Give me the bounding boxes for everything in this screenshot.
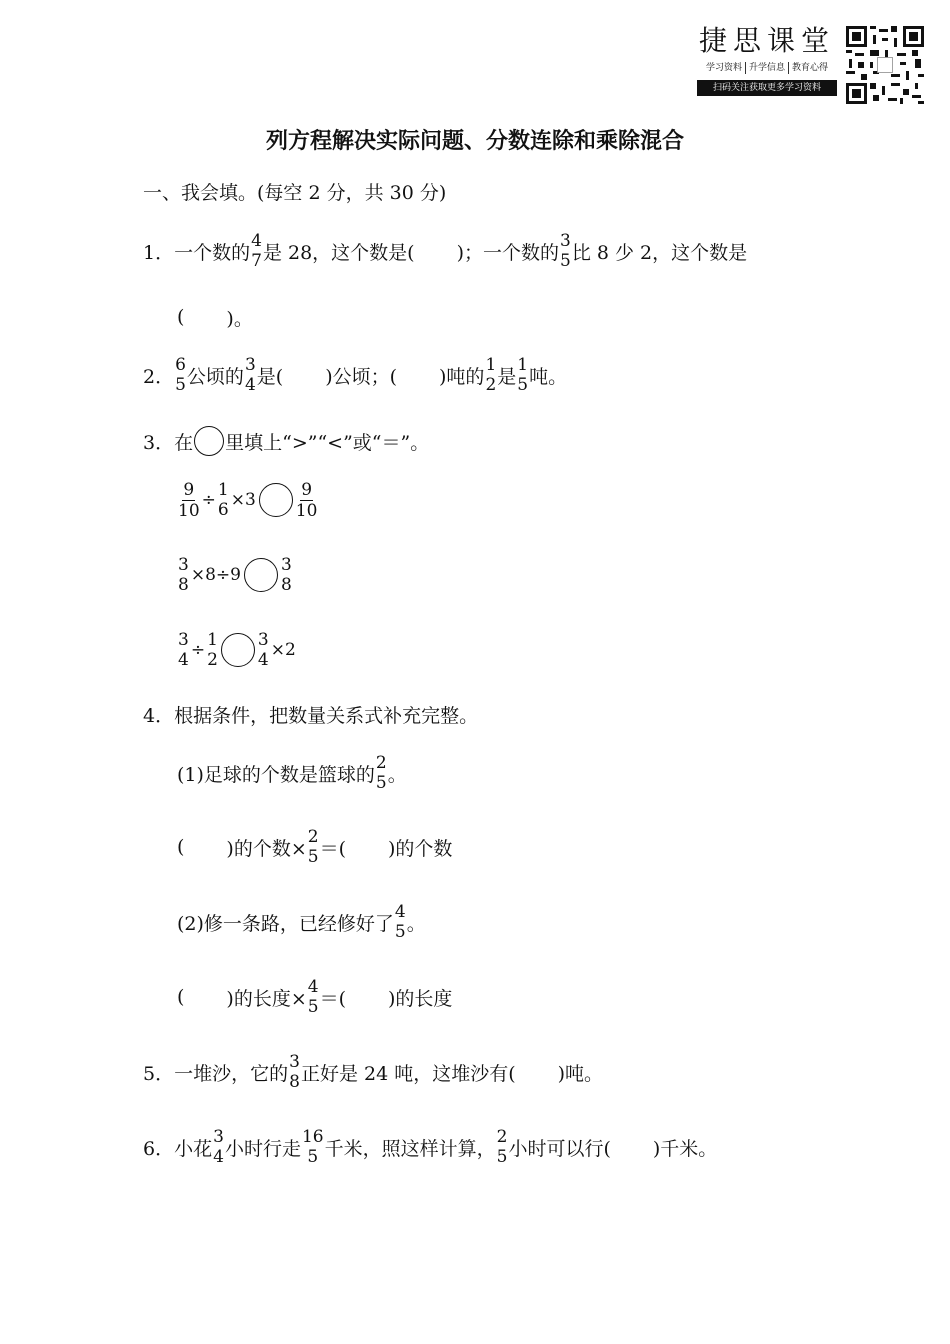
denominator: 5 [517, 375, 529, 395]
question-4-relation-2 [177, 974, 452, 1020]
operator: ×2 [270, 640, 296, 660]
q3-number: 3． [143, 431, 175, 454]
q3-text-1: 在 [174, 431, 194, 454]
q1-number: 1． [143, 241, 175, 264]
numerator: 2 [307, 827, 319, 847]
fraction [497, 1127, 508, 1167]
q4-r2-text-3: ＝( [319, 987, 347, 1010]
question-1 [143, 228, 747, 274]
fraction [376, 753, 387, 793]
q6-text-2: 小时行走 [224, 1137, 301, 1160]
question-3 [143, 424, 429, 458]
q5-text-2: 正好是 24 吨，这堆沙有( [300, 1062, 516, 1085]
brand-tag: 升学信息 [746, 62, 789, 74]
compare-circle-input[interactable] [221, 633, 255, 667]
question-1-continued [177, 302, 253, 332]
denominator: 5 [307, 1147, 319, 1167]
q4-p1-text-2: 。 [387, 763, 407, 786]
fraction [218, 480, 229, 520]
page-title: 列方程解决实际问题、分数连除和乘除混合 [265, 129, 684, 154]
denominator: 2 [485, 375, 497, 395]
numerator: 4 [394, 902, 406, 922]
numerator: 9 [301, 479, 313, 500]
numerator: 3 [178, 630, 189, 650]
denominator: 8 [178, 575, 189, 595]
numerator: 1 [517, 355, 529, 375]
fraction [296, 480, 318, 521]
q2-text-4: )吨的 [439, 365, 485, 388]
q2-number: 2． [143, 365, 175, 388]
q2-text-1: 公顷的 [186, 365, 244, 388]
numerator: 4 [307, 977, 319, 997]
q4-p2-text-2: 。 [406, 912, 426, 935]
q4-r1-text-2: )的个数× [226, 837, 307, 860]
q2-text-5: 是 [497, 365, 517, 388]
compare-expression-2 [177, 551, 293, 599]
q4-r1-text-3: ＝( [319, 837, 347, 860]
numerator: 1 [485, 355, 497, 375]
denominator: 4 [244, 375, 256, 395]
operator: ×3 [230, 490, 256, 510]
question-6 [143, 1124, 717, 1170]
numerator: 4 [251, 231, 262, 251]
circle-icon [194, 426, 224, 456]
q1-text-2: 是 28，这个数是( [262, 241, 415, 264]
q6-text-5: )千米。 [652, 1137, 718, 1160]
q4-p2-text-1: (2)修一条路，已经修好了 [177, 912, 394, 935]
q4-r2-text-2: )的长度× [226, 987, 307, 1010]
fraction [302, 1127, 324, 1167]
q4-p1-text-1: (1)足球的个数是篮球的 [177, 763, 375, 786]
denominator: 4 [178, 650, 189, 670]
numerator: 3 [244, 355, 256, 375]
numerator: 3 [213, 1127, 224, 1147]
section-heading [143, 176, 446, 206]
numerator: 2 [375, 753, 387, 773]
q6-text-4: 小时可以行( [508, 1137, 611, 1160]
q2-text-6: 吨。 [529, 365, 568, 388]
brand-bar: 扫码关注获取更多学习资料 [697, 80, 837, 96]
q1-text-3: )；一个数的 [456, 241, 559, 264]
fraction [258, 630, 269, 670]
denominator: 5 [375, 773, 387, 793]
denominator: 5 [496, 1147, 508, 1167]
q6-text-1: 小花 [174, 1137, 213, 1160]
denominator: 5 [307, 847, 319, 867]
question-5 [143, 1049, 603, 1095]
question-4-relation-1 [177, 824, 452, 870]
fraction [289, 1052, 300, 1092]
denominator: 10 [178, 500, 200, 521]
q5-text-3: )吨。 [557, 1062, 604, 1085]
fraction [178, 555, 189, 595]
numerator: 3 [257, 630, 269, 650]
numerator: 3 [560, 231, 571, 251]
fraction [517, 355, 528, 395]
brand-tag: 教育心得 [792, 63, 829, 73]
fraction [207, 630, 218, 670]
operator: ÷ [201, 490, 216, 510]
q1-text-5: ( [177, 306, 185, 328]
numerator: 1 [217, 480, 229, 500]
q1-text-4: 比 8 少 2，这个数是 [571, 241, 748, 264]
q2-text-2: 是( [256, 365, 284, 388]
denominator: 5 [394, 922, 406, 942]
denominator: 4 [213, 1147, 224, 1167]
q4-r1-text-1: ( [177, 836, 185, 858]
fraction [308, 977, 319, 1017]
denominator: 5 [560, 251, 571, 271]
denominator: 8 [289, 1072, 300, 1092]
brand-name: 捷思课堂 [698, 24, 835, 57]
numerator: 1 [207, 630, 218, 650]
fraction [308, 827, 319, 867]
question-4-part-1 [177, 750, 407, 796]
denominator: 5 [307, 997, 319, 1017]
fraction [395, 902, 406, 942]
compare-circle-input[interactable] [244, 558, 278, 592]
denominator: 2 [207, 650, 218, 670]
operator: ×8÷9 [190, 565, 241, 585]
question-4-part-2 [177, 899, 426, 945]
operator: ÷ [190, 640, 206, 660]
q2-text-3: )公顷；( [325, 365, 398, 388]
fraction [178, 480, 200, 521]
numerator: 2 [496, 1127, 508, 1147]
compare-circle-input[interactable] [259, 483, 293, 517]
q4-r2-text-4: )的长度 [388, 987, 453, 1010]
fraction [213, 1127, 224, 1167]
q6-text-3: 千米，照这样计算， [324, 1137, 496, 1160]
brand-block [697, 24, 837, 96]
denominator: 5 [175, 375, 186, 395]
denominator: 6 [217, 500, 229, 520]
numerator: 3 [178, 555, 189, 575]
numerator: 16 [301, 1127, 324, 1147]
q4-r1-text-4: )的个数 [388, 837, 453, 860]
question-2 [143, 352, 567, 398]
section-text: 一、我会填。(每空 2 分，共 30 分) [143, 181, 447, 204]
brand-tag: 学习资料 [703, 62, 746, 74]
q4-number: 4． [143, 704, 175, 727]
denominator: 10 [295, 500, 318, 521]
q3-text-2: 里填上“>”“<”或“＝”。 [225, 431, 430, 454]
fraction [175, 355, 186, 395]
brand-tags [697, 62, 837, 74]
question-4 [143, 698, 478, 730]
denominator: 4 [257, 650, 269, 670]
q4-r2-text-1: ( [177, 986, 185, 1008]
q5-number: 5． [143, 1062, 175, 1085]
q1-text-6: )。 [226, 307, 253, 330]
numerator: 9 [183, 479, 195, 500]
fraction [560, 231, 571, 271]
q4-text: 根据条件，把数量关系式补充完整。 [174, 704, 479, 727]
q6-number: 6． [143, 1137, 175, 1160]
denominator: 8 [280, 575, 292, 595]
fraction [178, 630, 189, 670]
fraction [485, 355, 496, 395]
compare-expression-1 [177, 476, 318, 524]
fraction [281, 555, 292, 595]
fraction [251, 231, 262, 271]
compare-expression-3 [177, 626, 297, 674]
numerator: 3 [280, 555, 292, 575]
denominator: 7 [251, 251, 262, 271]
q5-text-1: 一堆沙，它的 [174, 1062, 289, 1085]
numerator: 3 [289, 1052, 300, 1072]
qr-code-icon [846, 26, 924, 104]
q1-text-1: 一个数的 [174, 241, 251, 264]
fraction [245, 355, 256, 395]
numerator: 6 [175, 355, 186, 375]
